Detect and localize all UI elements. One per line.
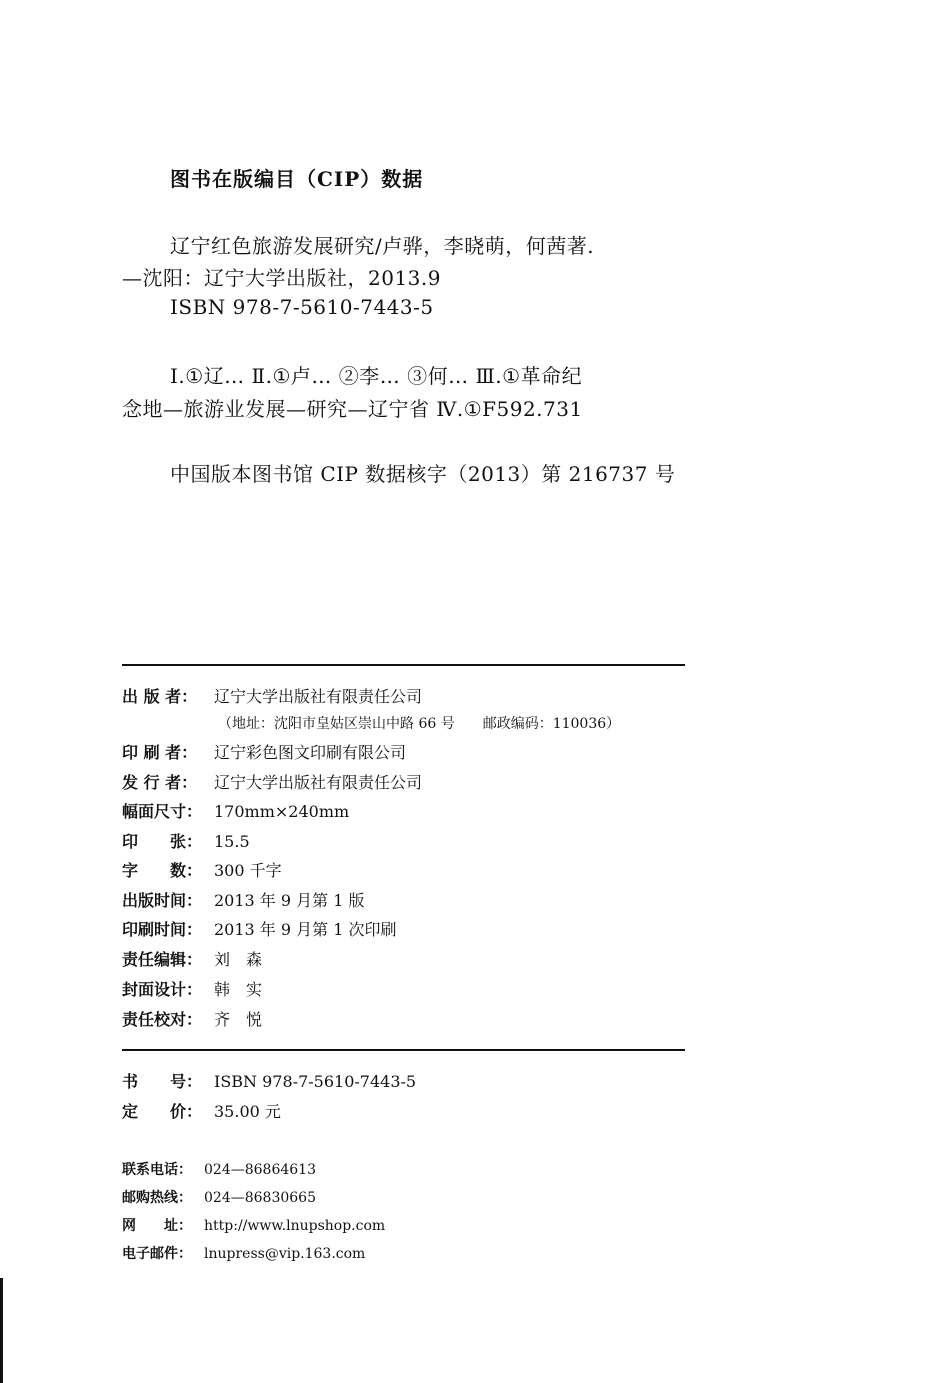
detail-row-word-count	[122, 860, 282, 882]
detail-row-publish-date	[122, 890, 365, 912]
book-label: 书 号：	[122, 1072, 203, 1091]
top-divider	[122, 664, 685, 666]
detail-label: 印刷时间：	[122, 920, 203, 939]
cip-publisher-line: —沈阳：辽宁大学出版社，2013.9	[122, 266, 441, 290]
detail-row-distributor	[122, 772, 422, 794]
contact-label: 电子邮件：	[122, 1246, 192, 1262]
contact-label: 网 址：	[122, 1218, 192, 1234]
detail-label: 责任编辑：	[122, 950, 203, 969]
detail-row-printer	[122, 742, 406, 764]
detail-value: 辽宁大学出版社有限责任公司	[214, 687, 423, 706]
detail-row-publisher	[122, 686, 422, 708]
detail-value: 辽宁大学出版社有限责任公司	[214, 773, 423, 792]
cip-record-number: 中国版本图书馆 CIP 数据核字（2013）第 216737 号	[170, 462, 676, 486]
book-value: ISBN 978-7-5610-7443-5	[214, 1072, 417, 1091]
contact-value: http://www.lnupshop.com	[204, 1218, 386, 1234]
detail-value: 齐 悦	[214, 1010, 263, 1029]
detail-value: 刘 森	[214, 950, 263, 969]
contact-row-email	[122, 1244, 365, 1264]
contact-label: 联系电话：	[122, 1162, 192, 1178]
detail-value: 170mm×240mm	[214, 802, 350, 821]
scan-edge-mark	[0, 1278, 3, 1383]
detail-label: 责任校对：	[122, 1010, 203, 1029]
detail-label: 幅面尺寸：	[122, 802, 203, 821]
detail-label: 印 刷 者：	[122, 743, 198, 762]
book-value: 35.00 元	[214, 1102, 281, 1121]
detail-row-cover-design	[122, 979, 262, 1001]
detail-label: 发 行 者：	[122, 773, 198, 792]
detail-row-editor	[122, 949, 262, 971]
contact-row-website	[122, 1216, 385, 1236]
detail-value: 辽宁彩色图文印刷有限公司	[214, 743, 407, 762]
detail-label: 出 版 者：	[122, 687, 198, 706]
detail-row-format	[122, 801, 349, 823]
detail-value: 韩 实	[214, 980, 263, 999]
cip-classification-line-1: Ⅰ.①辽… Ⅱ.①卢… ②李… ③何… Ⅲ.①革命纪	[170, 364, 583, 388]
contact-value: 024—86864613	[204, 1162, 316, 1178]
book-row-price	[122, 1101, 281, 1123]
detail-value: 300 千字	[214, 861, 282, 880]
detail-row-print-date	[122, 919, 397, 941]
book-label: 定 价：	[122, 1102, 203, 1121]
detail-label: 字 数：	[122, 861, 203, 880]
contact-label: 邮购热线：	[122, 1190, 192, 1206]
contact-value: lnupress@vip.163.com	[204, 1246, 366, 1262]
contact-row-mail-order	[122, 1188, 316, 1208]
cip-title: 图书在版编目（CIP）数据	[170, 167, 424, 191]
contact-value: 024—86830665	[204, 1190, 316, 1206]
cip-book-line: 辽宁红色旅游发展研究/卢骅，李晓萌，何茜著.	[170, 234, 595, 258]
cip-isbn: ISBN 978-7-5610-7443-5	[170, 295, 434, 319]
detail-value: 2013 年 9 月第 1 次印刷	[214, 920, 397, 939]
cip-classification-line-2: 念地—旅游业发展—研究—辽宁省 Ⅳ.①F592.731	[122, 397, 583, 421]
contact-row-phone	[122, 1160, 316, 1180]
detail-row-sheets	[122, 831, 250, 853]
detail-row-proofreader	[122, 1009, 262, 1031]
detail-value: 2013 年 9 月第 1 版	[214, 891, 365, 910]
bottom-divider	[122, 1049, 685, 1051]
detail-label: 封面设计：	[122, 980, 203, 999]
detail-value: 15.5	[214, 832, 250, 851]
publisher-address: （地址：沈阳市皇姑区崇山中路 66 号 邮政编码：110036）	[218, 716, 621, 732]
detail-label: 出版时间：	[122, 891, 203, 910]
detail-label: 印 张：	[122, 832, 203, 851]
book-row-isbn	[122, 1071, 416, 1093]
